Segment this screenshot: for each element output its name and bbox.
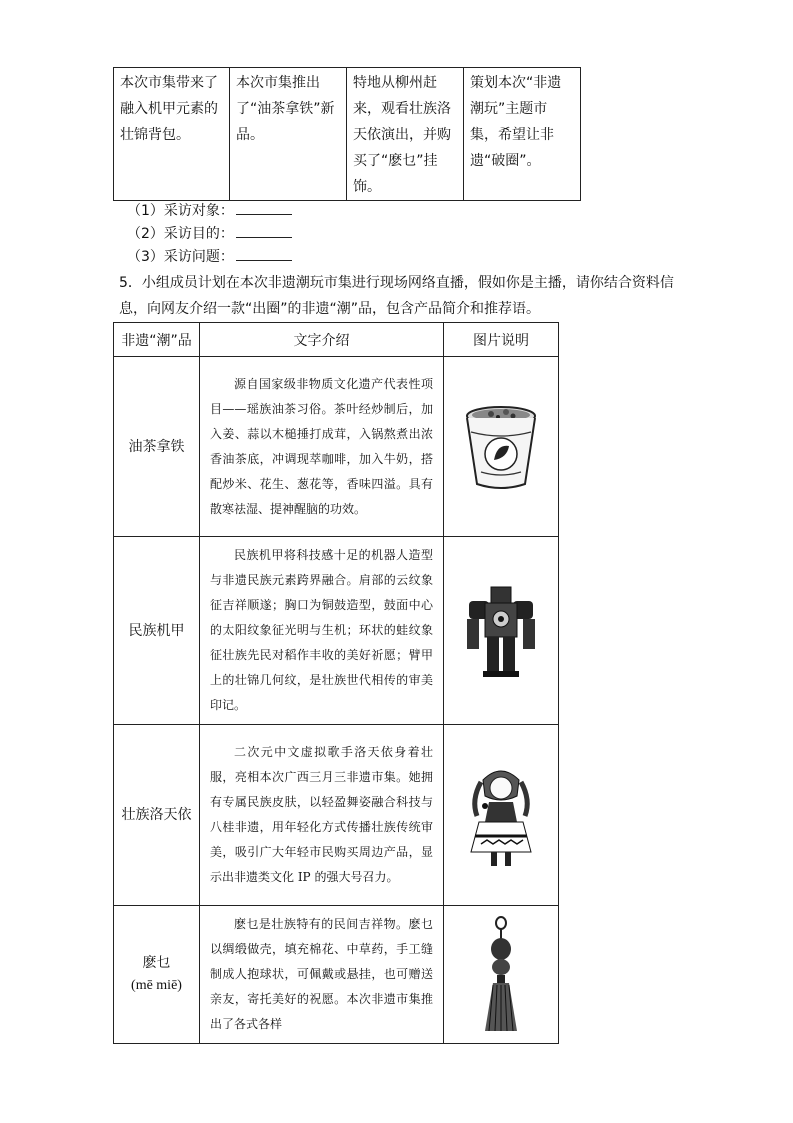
interview-record-table [113,67,581,201]
product-name-text: 油茶拿铁 [128,438,185,455]
product-pinyin: (mē miē) [131,978,182,993]
record-cell-1: 本次市集带来了融入机甲元素的壮锦背包。 [114,68,230,201]
product-picture [444,357,559,537]
answer-blank[interactable] [236,200,292,215]
question-label: （1）采访对象： [127,203,234,219]
question-interview-questions [127,246,292,267]
heritage-products-table [113,322,559,1044]
product-name-text: 壮族洛天依 [121,807,192,823]
question-label: （2）采访目的： [127,226,234,242]
table-header-row [114,323,559,357]
header-picture: 图片说明 [444,323,559,357]
product-name-text: 麽乜 [142,955,171,971]
virtual-singer-icon [461,760,541,870]
question-label: （3）采访问题： [127,249,234,265]
answer-blank[interactable] [236,223,292,238]
product-name-text: 民族机甲 [128,622,185,639]
product-name [114,906,200,1044]
robot-mecha-icon [461,581,541,681]
product-picture [444,906,559,1044]
question-5: 5．小组成员计划在本次非遗潮玩市集进行现场网络直播，假如你是主播，请你结合资料信息，向网友介绍一款“出圈”的非遗“潮”品，包含产品简介和推荐语。 [119,275,674,317]
record-cell-3: 特地从柳州赶来，观看壮族洛天依演出，并购买了“麽乜”挂饰。 [347,68,464,201]
product-description: 民族机甲将科技感十足的机器人造型与非遗民族元素跨界融合。肩部的云纹象征吉祥顺遂；胸口为铜鼓造型，鼓面中心的太阳纹象征光明与生机；环状的蛙纹象征壮族先民对稻作丰收的美好祈愿；臂甲上的壮锦几何纹，是壮族世代相传的审美印记。 [200,537,444,725]
question-interview-purpose [127,223,292,244]
answer-blank[interactable] [236,246,292,261]
header-product: 非遗“潮”品 [114,323,200,357]
product-description: 源自国家级非物质文化遗产代表性项目——瑶族油茶习俗。茶叶经炒制后，加入姜、蒜以木槌捶打成茸，入锅熬煮出浓香油茶底，冲调现萃咖啡，加入牛奶，搭配炒米、花生、葱花等，香味四溢。具有散寒祛湿、提神醒脑的功效。 [200,357,444,537]
table-row [114,357,559,537]
coffee-cup-icon [461,402,541,492]
tassel-charm-icon [471,915,531,1035]
product-picture [444,725,559,906]
product-name [114,725,200,906]
record-cell-2: 本次市集推出了“油茶拿铁”新品。 [230,68,347,201]
table-row [114,725,559,906]
table-row [114,906,559,1044]
product-name [114,537,200,725]
product-description: 麽乜是壮族特有的民间吉祥物。麽乜以绸缎做壳，填充棉花、中草药，手工缝制成人抱球状，可佩戴或悬挂，也可赠送亲友，寄托美好的祝愿。本次非遗市集推出了各式各样 [200,906,444,1044]
header-description: 文字介绍 [200,323,444,357]
product-description: 二次元中文虚拟歌手洛天依身着壮服，亮相本次广西三月三非遗市集。她拥有专属民族皮肤，以轻盈舞姿融合科技与八桂非遗，用年轻化方式传播壮族传统审美，吸引广大年轻市民购买周边产品，显示出非遗类文化 IP 的强大号召力。 [200,725,444,906]
product-name [114,357,200,537]
record-cell-4: 策划本次“非遗潮玩”主题市集，希望让非遗“破圈”。 [464,68,581,201]
product-picture [444,537,559,725]
table-row [114,537,559,725]
question-interview-target [127,200,292,221]
